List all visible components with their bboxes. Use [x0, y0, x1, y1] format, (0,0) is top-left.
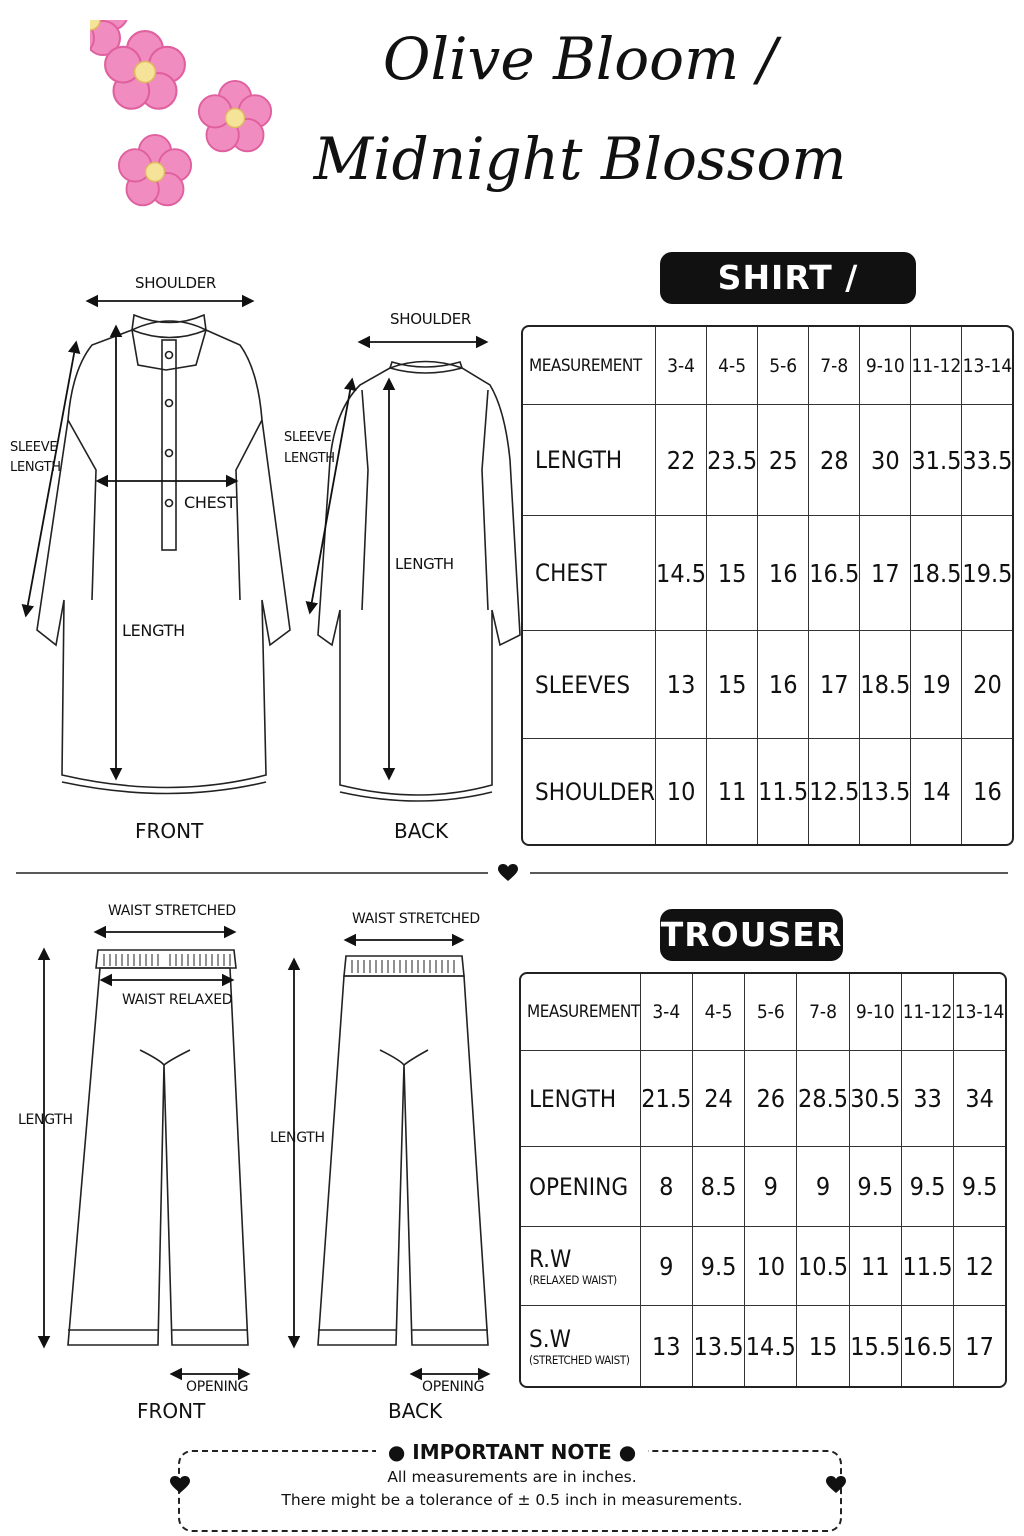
value-cell: 11.5	[902, 1227, 954, 1306]
value-cell: 16	[758, 516, 809, 631]
header-cell: 4-5	[693, 974, 745, 1051]
front-caption: FRONT	[137, 1399, 206, 1423]
row-label-text: S.W	[529, 1325, 571, 1353]
value-cell: 12.5	[809, 739, 860, 844]
value-cell: 23.5	[707, 405, 758, 516]
value-cell: 28.5	[797, 1051, 849, 1147]
header-cell: 3-4	[641, 974, 693, 1051]
value-cell: 31.5	[911, 405, 962, 516]
heart-icon	[498, 864, 518, 882]
length-label: LENGTH	[18, 1112, 73, 1128]
value-cell: 26	[745, 1051, 797, 1147]
sleeve-length-label: SLEEVE	[10, 440, 58, 455]
shirt-front-drawing	[37, 315, 290, 794]
value-cell: 15	[707, 516, 758, 631]
value-cell: 9.5	[850, 1147, 902, 1227]
heart-icon	[826, 1476, 846, 1494]
value-cell: 21.5	[641, 1051, 693, 1147]
row-label-text: OPENING	[529, 1172, 629, 1201]
value-cell: 9.5	[693, 1227, 745, 1306]
table-row	[521, 1147, 1005, 1227]
trouser-front-drawing	[68, 950, 248, 1345]
value-cell: 11	[707, 739, 758, 844]
value-cell: 16	[758, 631, 809, 739]
shoulder-label: SHOULDER	[135, 274, 216, 292]
row-sublabel: (STRETCHED WAIST)	[529, 1353, 630, 1367]
value-cell: 16.5	[902, 1306, 954, 1386]
value-cell: 9	[745, 1147, 797, 1227]
trouser-badge: TROUSER	[660, 909, 843, 961]
length-label: LENGTH	[270, 1130, 325, 1146]
value-cell: 10	[745, 1227, 797, 1306]
value-cell: 18.5	[860, 631, 911, 739]
header-cell: 5-6	[745, 974, 797, 1051]
row-label: SLEEVES	[523, 631, 656, 739]
trouser-back-drawing	[318, 956, 488, 1345]
trouser-size-table	[519, 972, 1007, 1388]
row-sublabel: (RELAXED WAIST)	[529, 1273, 617, 1287]
header-cell: 7-8	[809, 327, 860, 405]
value-cell: 9	[641, 1227, 693, 1306]
row-label	[521, 1051, 641, 1147]
value-cell: 25	[758, 405, 809, 516]
value-cell: 13.5	[860, 739, 911, 844]
value-cell: 17	[965, 1331, 994, 1361]
value-cell: 14.5	[656, 516, 707, 631]
length-label: LENGTH	[122, 621, 185, 640]
header-cell: 13-14	[954, 974, 1005, 1051]
value-cell: 9	[797, 1147, 849, 1227]
shirt-frock-badge: SHIRT /	[660, 252, 916, 304]
value-cell: 11	[850, 1227, 902, 1306]
chest-label: CHEST	[184, 493, 236, 512]
value-cell: 24	[693, 1051, 745, 1147]
row-label	[521, 1147, 641, 1227]
header-cell: 11-12	[911, 327, 962, 405]
note-line-2: There might be a tolerance of ± 0.5 inch in measurements.	[281, 1491, 743, 1509]
value-cell: 30.5	[850, 1051, 902, 1147]
value-cell: 33.5	[962, 405, 1012, 516]
row-label: SHOULDER	[523, 739, 656, 844]
table-row	[521, 1306, 1005, 1386]
value-cell: 19	[911, 631, 962, 739]
value-cell: 13	[656, 631, 707, 739]
header-cell: 9-10	[860, 327, 911, 405]
value-cell: 17	[860, 516, 911, 631]
header-cell: 3-4	[656, 327, 707, 405]
value-cell: 8	[641, 1147, 693, 1227]
value-cell: 9.5	[902, 1147, 954, 1227]
header-cell: 13-14	[962, 327, 1012, 405]
header-cell: 11-12	[902, 974, 954, 1051]
value-cell: 22	[656, 405, 707, 516]
header-cell: 9-10	[850, 974, 902, 1051]
header-cell: 5-6	[758, 327, 809, 405]
row-label	[521, 1227, 641, 1306]
value-cell: 14	[911, 739, 962, 844]
value-cell: 10.5	[797, 1227, 849, 1306]
shoulder-label: SHOULDER	[390, 310, 471, 328]
value-cell: 33	[902, 1051, 954, 1147]
waist-relaxed-label: WAIST RELAXED	[122, 992, 233, 1008]
sleeve-length-label: SLEEVE	[284, 430, 332, 445]
value-cell: 13.5	[693, 1306, 745, 1386]
length-label: LENGTH	[395, 555, 454, 573]
table-row	[521, 1227, 1005, 1306]
value-cell: 19.5	[962, 516, 1012, 631]
value-cell: 16	[973, 777, 1002, 806]
sleeve-length-label: LENGTH	[10, 460, 61, 475]
value-cell: 11.5	[758, 739, 809, 844]
row-label: CHEST	[523, 516, 656, 631]
header-cell: MEASUREMENT	[523, 327, 656, 405]
value-cell: 30	[860, 405, 911, 516]
waist-stretched-label: WAIST STRETCHED	[108, 903, 236, 919]
row-label	[521, 1306, 641, 1386]
title-line-2: Midnight Blossom	[313, 125, 847, 193]
value-cell: 15.5	[850, 1306, 902, 1386]
value-cell: 28	[809, 405, 860, 516]
header-cell: 7-8	[797, 974, 849, 1051]
sleeve-length-label: LENGTH	[284, 451, 335, 466]
note-line-1: All measurements are in inches.	[387, 1468, 637, 1486]
heart-icon	[170, 1476, 190, 1494]
value-cell: 8.5	[693, 1147, 745, 1227]
value-cell: 15	[797, 1306, 849, 1386]
table-header-row	[521, 974, 1005, 1051]
back-caption: BACK	[394, 819, 449, 843]
title-line-1: Olive Bloom /	[382, 25, 778, 93]
value-cell: 20	[962, 631, 1012, 739]
header-cell: MEASUREMENT	[521, 974, 641, 1051]
value-cell: 12	[954, 1227, 1005, 1306]
header-cell: 4-5	[707, 327, 758, 405]
value-cell: 13	[641, 1306, 693, 1386]
row-label-text: R.W	[529, 1245, 572, 1273]
back-caption: BACK	[388, 1399, 443, 1423]
shirt-back-drawing	[318, 362, 520, 802]
value-cell: 15	[707, 631, 758, 739]
row-label-text: LENGTH	[529, 1084, 617, 1113]
note-title-text: IMPORTANT NOTE	[412, 1440, 612, 1464]
value-cell: 17	[809, 631, 860, 739]
value-cell: 18.5	[911, 516, 962, 631]
waist-stretched-label: WAIST STRETCHED	[352, 911, 480, 927]
value-cell: 10	[656, 739, 707, 844]
table-row	[521, 1051, 1005, 1147]
value-cell: 9.5	[954, 1147, 1005, 1227]
opening-label: OPENING	[422, 1379, 485, 1395]
important-note-title: ● IMPORTANT NOTE ●	[0, 1440, 1024, 1464]
opening-label: OPENING	[186, 1379, 249, 1395]
row-label: LENGTH	[523, 405, 656, 516]
value-cell: 14.5	[745, 1306, 797, 1386]
value-cell: 16.5	[809, 516, 860, 631]
value-cell: 34	[954, 1051, 1005, 1147]
front-caption: FRONT	[135, 819, 204, 843]
